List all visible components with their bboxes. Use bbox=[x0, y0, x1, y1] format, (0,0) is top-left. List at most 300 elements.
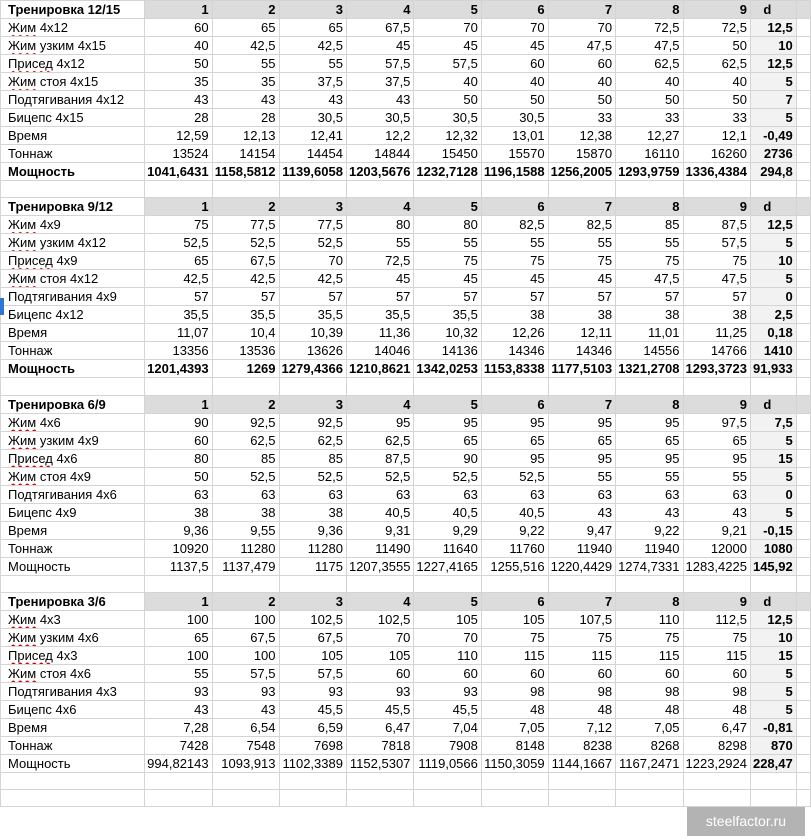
value-cell[interactable]: 67,5 bbox=[212, 628, 279, 646]
value-cell[interactable]: 93 bbox=[212, 682, 279, 700]
value-cell[interactable]: 28 bbox=[145, 109, 212, 127]
value-cell[interactable]: 55 bbox=[683, 467, 750, 485]
value-cell[interactable]: 50 bbox=[616, 91, 683, 109]
value-cell[interactable]: 57 bbox=[279, 288, 346, 306]
section-title[interactable]: Тренировка 6/9 bbox=[1, 395, 145, 413]
value-cell[interactable]: 47,5 bbox=[616, 270, 683, 288]
cell-empty[interactable] bbox=[548, 790, 615, 807]
value-cell[interactable]: 30,5 bbox=[279, 109, 346, 127]
value-cell[interactable]: 14766 bbox=[683, 342, 750, 360]
value-cell[interactable]: 1256,2005 bbox=[548, 163, 615, 181]
delta-cell[interactable]: 0 bbox=[750, 485, 796, 503]
delta-cell[interactable]: 5 bbox=[750, 270, 796, 288]
value-cell[interactable]: 52,5 bbox=[279, 467, 346, 485]
value-cell[interactable]: 42,5 bbox=[212, 270, 279, 288]
value-cell[interactable]: 38 bbox=[212, 503, 279, 521]
value-cell[interactable]: 12,59 bbox=[145, 127, 212, 145]
value-cell[interactable]: 1232,7128 bbox=[414, 163, 481, 181]
value-cell[interactable]: 8148 bbox=[481, 736, 548, 754]
value-cell[interactable]: 35,5 bbox=[212, 306, 279, 324]
value-cell[interactable]: 9,36 bbox=[279, 521, 346, 539]
value-cell[interactable]: 100 bbox=[145, 646, 212, 664]
cell-empty[interactable] bbox=[212, 790, 279, 807]
cell-empty[interactable] bbox=[796, 431, 810, 449]
cell-empty[interactable] bbox=[796, 91, 810, 109]
value-cell[interactable]: 57,5 bbox=[279, 664, 346, 682]
value-cell[interactable]: 57,5 bbox=[346, 55, 413, 73]
cell-empty[interactable] bbox=[1, 181, 145, 198]
value-cell[interactable]: 102,5 bbox=[279, 610, 346, 628]
row-label[interactable]: Мощность bbox=[1, 754, 145, 772]
value-cell[interactable]: 63 bbox=[548, 485, 615, 503]
value-cell[interactable]: 40 bbox=[414, 73, 481, 91]
value-cell[interactable]: 7698 bbox=[279, 736, 346, 754]
value-cell[interactable]: 50 bbox=[548, 91, 615, 109]
value-cell[interactable]: 105 bbox=[279, 646, 346, 664]
value-cell[interactable]: 92,5 bbox=[212, 413, 279, 431]
value-cell[interactable]: 1210,8621 bbox=[346, 360, 413, 378]
value-cell[interactable]: 1207,3555 bbox=[346, 557, 413, 575]
row-label[interactable]: Мощность bbox=[1, 360, 145, 378]
cell-empty[interactable] bbox=[796, 413, 810, 431]
value-cell[interactable]: 11640 bbox=[414, 539, 481, 557]
value-cell[interactable]: 57 bbox=[346, 288, 413, 306]
row-label[interactable]: Тоннаж bbox=[1, 539, 145, 557]
value-cell[interactable]: 1093,913 bbox=[212, 754, 279, 772]
cell-empty[interactable] bbox=[279, 575, 346, 592]
column-header-delta[interactable]: d bbox=[750, 198, 796, 216]
delta-cell[interactable]: 12,5 bbox=[750, 216, 796, 234]
value-cell[interactable]: 57 bbox=[414, 288, 481, 306]
value-cell[interactable]: 14556 bbox=[616, 342, 683, 360]
value-cell[interactable]: 48 bbox=[616, 700, 683, 718]
value-cell[interactable]: 93 bbox=[145, 682, 212, 700]
value-cell[interactable]: 48 bbox=[481, 700, 548, 718]
cell-empty[interactable] bbox=[796, 521, 810, 539]
column-header-session[interactable]: 9 bbox=[683, 395, 750, 413]
row-label[interactable]: Жим 4x6 bbox=[1, 413, 145, 431]
cell-empty[interactable] bbox=[796, 109, 810, 127]
value-cell[interactable]: 43 bbox=[145, 91, 212, 109]
column-header-session[interactable]: 9 bbox=[683, 592, 750, 610]
cell-empty[interactable] bbox=[279, 772, 346, 789]
column-header-session[interactable]: 1 bbox=[145, 395, 212, 413]
cell-empty[interactable] bbox=[414, 772, 481, 789]
value-cell[interactable]: 12,11 bbox=[548, 324, 615, 342]
column-header-delta[interactable]: d bbox=[750, 592, 796, 610]
delta-cell[interactable]: 228,47 bbox=[750, 754, 796, 772]
value-cell[interactable]: 35,5 bbox=[346, 306, 413, 324]
row-label[interactable]: Жим 4x3 bbox=[1, 610, 145, 628]
cell-empty[interactable] bbox=[212, 181, 279, 198]
cell-empty[interactable] bbox=[1, 772, 145, 789]
delta-cell[interactable]: 0 bbox=[750, 288, 796, 306]
value-cell[interactable]: 30,5 bbox=[481, 109, 548, 127]
cell-empty[interactable] bbox=[796, 700, 810, 718]
value-cell[interactable]: 43 bbox=[548, 503, 615, 521]
value-cell[interactable]: 15450 bbox=[414, 145, 481, 163]
value-cell[interactable]: 47,5 bbox=[616, 37, 683, 55]
value-cell[interactable]: 40 bbox=[683, 73, 750, 91]
value-cell[interactable]: 102,5 bbox=[346, 610, 413, 628]
value-cell[interactable]: 16110 bbox=[616, 145, 683, 163]
column-header-delta[interactable]: d bbox=[750, 1, 796, 19]
value-cell[interactable]: 67,5 bbox=[346, 19, 413, 37]
value-cell[interactable]: 60 bbox=[145, 19, 212, 37]
value-cell[interactable]: 65 bbox=[279, 19, 346, 37]
cell-empty[interactable] bbox=[796, 682, 810, 700]
delta-cell[interactable]: 294,8 bbox=[750, 163, 796, 181]
cell-empty[interactable] bbox=[145, 181, 212, 198]
cell-empty[interactable] bbox=[683, 378, 750, 395]
value-cell[interactable]: 55 bbox=[548, 467, 615, 485]
column-header-session[interactable]: 5 bbox=[414, 1, 481, 19]
column-header-session[interactable]: 4 bbox=[346, 592, 413, 610]
value-cell[interactable]: 97,5 bbox=[683, 413, 750, 431]
value-cell[interactable]: 57 bbox=[616, 288, 683, 306]
delta-cell[interactable]: 5 bbox=[750, 73, 796, 91]
value-cell[interactable]: 9,55 bbox=[212, 521, 279, 539]
value-cell[interactable]: 6,59 bbox=[279, 718, 346, 736]
cell-empty[interactable] bbox=[796, 503, 810, 521]
delta-cell[interactable]: -0,49 bbox=[750, 127, 796, 145]
cell-empty[interactable] bbox=[796, 216, 810, 234]
row-label[interactable]: Время bbox=[1, 718, 145, 736]
delta-cell[interactable]: 2,5 bbox=[750, 306, 796, 324]
value-cell[interactable]: 50 bbox=[683, 91, 750, 109]
delta-cell[interactable]: 5 bbox=[750, 700, 796, 718]
value-cell[interactable]: 62,5 bbox=[212, 431, 279, 449]
value-cell[interactable]: 1041,6431 bbox=[145, 163, 212, 181]
row-label[interactable]: Мощность bbox=[1, 163, 145, 181]
value-cell[interactable]: 87,5 bbox=[346, 449, 413, 467]
cell-empty[interactable] bbox=[796, 288, 810, 306]
value-cell[interactable]: 57,5 bbox=[414, 55, 481, 73]
value-cell[interactable]: 98 bbox=[481, 682, 548, 700]
row-label[interactable]: Присед 4x9 bbox=[1, 252, 145, 270]
value-cell[interactable]: 14154 bbox=[212, 145, 279, 163]
value-cell[interactable]: 75 bbox=[683, 252, 750, 270]
column-header-session[interactable]: 4 bbox=[346, 395, 413, 413]
value-cell[interactable]: 57 bbox=[481, 288, 548, 306]
value-cell[interactable]: 52,5 bbox=[212, 467, 279, 485]
value-cell[interactable]: 42,5 bbox=[279, 37, 346, 55]
delta-cell[interactable]: 10 bbox=[750, 252, 796, 270]
value-cell[interactable]: 55 bbox=[414, 234, 481, 252]
value-cell[interactable]: 12,27 bbox=[616, 127, 683, 145]
value-cell[interactable]: 8238 bbox=[548, 736, 615, 754]
cell-empty[interactable] bbox=[796, 646, 810, 664]
delta-cell[interactable]: 5 bbox=[750, 503, 796, 521]
value-cell[interactable]: 95 bbox=[548, 449, 615, 467]
value-cell[interactable]: 9,29 bbox=[414, 521, 481, 539]
row-label[interactable]: Бицепс 4x6 bbox=[1, 700, 145, 718]
value-cell[interactable]: 14346 bbox=[548, 342, 615, 360]
value-cell[interactable]: 80 bbox=[346, 216, 413, 234]
value-cell[interactable]: 70 bbox=[548, 19, 615, 37]
value-cell[interactable]: 95 bbox=[683, 449, 750, 467]
value-cell[interactable]: 75 bbox=[616, 628, 683, 646]
value-cell[interactable]: 1342,0253 bbox=[414, 360, 481, 378]
cell-empty[interactable] bbox=[796, 270, 810, 288]
value-cell[interactable]: 15870 bbox=[548, 145, 615, 163]
value-cell[interactable]: 100 bbox=[212, 610, 279, 628]
cell-empty[interactable] bbox=[796, 1, 810, 19]
cell-empty[interactable] bbox=[796, 485, 810, 503]
value-cell[interactable]: 1223,2924 bbox=[683, 754, 750, 772]
column-header-session[interactable]: 8 bbox=[616, 395, 683, 413]
value-cell[interactable]: 55 bbox=[279, 55, 346, 73]
value-cell[interactable]: 72,5 bbox=[616, 19, 683, 37]
delta-cell[interactable]: 12,5 bbox=[750, 610, 796, 628]
value-cell[interactable]: 48 bbox=[548, 700, 615, 718]
value-cell[interactable]: 9,47 bbox=[548, 521, 615, 539]
cell-empty[interactable] bbox=[279, 378, 346, 395]
value-cell[interactable]: 95 bbox=[548, 413, 615, 431]
value-cell[interactable]: 60 bbox=[346, 664, 413, 682]
column-header-session[interactable]: 3 bbox=[279, 1, 346, 19]
value-cell[interactable]: 115 bbox=[616, 646, 683, 664]
value-cell[interactable]: 12,13 bbox=[212, 127, 279, 145]
cell-empty[interactable] bbox=[683, 181, 750, 198]
column-header-session[interactable]: 6 bbox=[481, 198, 548, 216]
cell-empty[interactable] bbox=[145, 575, 212, 592]
value-cell[interactable]: 62,5 bbox=[616, 55, 683, 73]
cell-empty[interactable] bbox=[616, 378, 683, 395]
value-cell[interactable]: 38 bbox=[616, 306, 683, 324]
row-label[interactable]: Бицепс 4x12 bbox=[1, 306, 145, 324]
value-cell[interactable]: 7,12 bbox=[548, 718, 615, 736]
value-cell[interactable]: 100 bbox=[212, 646, 279, 664]
value-cell[interactable]: 7,05 bbox=[616, 718, 683, 736]
row-label[interactable]: Жим 4x12 bbox=[1, 19, 145, 37]
column-header-session[interactable]: 2 bbox=[212, 395, 279, 413]
value-cell[interactable]: 52,5 bbox=[346, 467, 413, 485]
delta-cell[interactable]: -0,81 bbox=[750, 718, 796, 736]
value-cell[interactable]: 28 bbox=[212, 109, 279, 127]
value-cell[interactable]: 82,5 bbox=[481, 216, 548, 234]
cell-empty[interactable] bbox=[414, 575, 481, 592]
cell-empty[interactable] bbox=[796, 772, 810, 789]
value-cell[interactable]: 1274,7331 bbox=[616, 557, 683, 575]
value-cell[interactable]: 63 bbox=[212, 485, 279, 503]
row-label[interactable]: Жим стоя 4x9 bbox=[1, 467, 145, 485]
cell-empty[interactable] bbox=[414, 378, 481, 395]
value-cell[interactable]: 63 bbox=[346, 485, 413, 503]
value-cell[interactable]: 95 bbox=[616, 413, 683, 431]
value-cell[interactable]: 35,5 bbox=[145, 306, 212, 324]
value-cell[interactable]: 14454 bbox=[279, 145, 346, 163]
cell-empty[interactable] bbox=[796, 790, 810, 807]
column-header-session[interactable]: 1 bbox=[145, 592, 212, 610]
column-header-session[interactable]: 6 bbox=[481, 1, 548, 19]
value-cell[interactable]: 1293,3723 bbox=[683, 360, 750, 378]
value-cell[interactable]: 37,5 bbox=[346, 73, 413, 91]
cell-empty[interactable] bbox=[796, 55, 810, 73]
row-label[interactable]: Бицепс 4x15 bbox=[1, 109, 145, 127]
value-cell[interactable]: 67,5 bbox=[279, 628, 346, 646]
value-cell[interactable]: 105 bbox=[481, 610, 548, 628]
cell-empty[interactable] bbox=[616, 181, 683, 198]
row-label[interactable]: Тоннаж bbox=[1, 736, 145, 754]
row-label[interactable]: Время bbox=[1, 324, 145, 342]
column-header-session[interactable]: 7 bbox=[548, 198, 615, 216]
column-header-session[interactable]: 7 bbox=[548, 1, 615, 19]
cell-empty[interactable] bbox=[796, 539, 810, 557]
value-cell[interactable]: 7,28 bbox=[145, 718, 212, 736]
cell-empty[interactable] bbox=[145, 790, 212, 807]
cell-empty[interactable] bbox=[796, 557, 810, 575]
row-label[interactable]: Присед 4x12 bbox=[1, 55, 145, 73]
value-cell[interactable]: 42,5 bbox=[212, 37, 279, 55]
value-cell[interactable]: 42,5 bbox=[279, 270, 346, 288]
cell-empty[interactable] bbox=[796, 181, 810, 198]
value-cell[interactable]: 1255,516 bbox=[481, 557, 548, 575]
value-cell[interactable]: 95 bbox=[616, 449, 683, 467]
value-cell[interactable]: 37,5 bbox=[279, 73, 346, 91]
delta-cell[interactable]: 10 bbox=[750, 37, 796, 55]
column-header-session[interactable]: 9 bbox=[683, 198, 750, 216]
value-cell[interactable]: 40 bbox=[145, 37, 212, 55]
row-label[interactable]: Тоннаж bbox=[1, 145, 145, 163]
value-cell[interactable]: 57 bbox=[212, 288, 279, 306]
column-header-session[interactable]: 4 bbox=[346, 198, 413, 216]
value-cell[interactable]: 52,5 bbox=[212, 234, 279, 252]
cell-empty[interactable] bbox=[796, 628, 810, 646]
value-cell[interactable]: 98 bbox=[683, 682, 750, 700]
value-cell[interactable]: 42,5 bbox=[145, 270, 212, 288]
value-cell[interactable]: 14346 bbox=[481, 342, 548, 360]
cell-empty[interactable] bbox=[481, 790, 548, 807]
value-cell[interactable]: 50 bbox=[145, 55, 212, 73]
value-cell[interactable]: 62,5 bbox=[279, 431, 346, 449]
value-cell[interactable]: 95 bbox=[481, 449, 548, 467]
value-cell[interactable]: 1158,5812 bbox=[212, 163, 279, 181]
value-cell[interactable]: 55 bbox=[212, 55, 279, 73]
column-header-session[interactable]: 2 bbox=[212, 592, 279, 610]
value-cell[interactable]: 9,22 bbox=[481, 521, 548, 539]
value-cell[interactable]: 7818 bbox=[346, 736, 413, 754]
value-cell[interactable]: 1220,4429 bbox=[548, 557, 615, 575]
value-cell[interactable]: 52,5 bbox=[145, 234, 212, 252]
value-cell[interactable]: 13,01 bbox=[481, 127, 548, 145]
row-label[interactable]: Бицепс 4x9 bbox=[1, 503, 145, 521]
value-cell[interactable]: 107,5 bbox=[548, 610, 615, 628]
value-cell[interactable]: 47,5 bbox=[683, 270, 750, 288]
cell-empty[interactable] bbox=[145, 772, 212, 789]
value-cell[interactable]: 33 bbox=[683, 109, 750, 127]
value-cell[interactable]: 85 bbox=[616, 216, 683, 234]
row-label[interactable]: Время bbox=[1, 127, 145, 145]
cell-empty[interactable] bbox=[481, 575, 548, 592]
value-cell[interactable]: 115 bbox=[683, 646, 750, 664]
value-cell[interactable]: 98 bbox=[616, 682, 683, 700]
value-cell[interactable]: 90 bbox=[414, 449, 481, 467]
cell-empty[interactable] bbox=[750, 772, 796, 789]
delta-cell[interactable]: 15 bbox=[750, 646, 796, 664]
cell-empty[interactable] bbox=[145, 378, 212, 395]
value-cell[interactable]: 38 bbox=[145, 503, 212, 521]
value-cell[interactable]: 38 bbox=[683, 306, 750, 324]
cell-empty[interactable] bbox=[414, 181, 481, 198]
value-cell[interactable]: 13356 bbox=[145, 342, 212, 360]
value-cell[interactable]: 1336,4384 bbox=[683, 163, 750, 181]
value-cell[interactable]: 52,5 bbox=[414, 467, 481, 485]
column-header-session[interactable]: 8 bbox=[616, 198, 683, 216]
value-cell[interactable]: 90 bbox=[145, 413, 212, 431]
value-cell[interactable]: 11,25 bbox=[683, 324, 750, 342]
row-label[interactable]: Тоннаж bbox=[1, 342, 145, 360]
value-cell[interactable]: 60 bbox=[145, 431, 212, 449]
value-cell[interactable]: 100 bbox=[145, 610, 212, 628]
row-label[interactable]: Жим стоя 4x12 bbox=[1, 270, 145, 288]
delta-cell[interactable]: 145,92 bbox=[750, 557, 796, 575]
value-cell[interactable]: 60 bbox=[481, 55, 548, 73]
value-cell[interactable]: 43 bbox=[683, 503, 750, 521]
cell-empty[interactable] bbox=[750, 378, 796, 395]
delta-cell[interactable]: 91,933 bbox=[750, 360, 796, 378]
delta-cell[interactable]: 5 bbox=[750, 234, 796, 252]
value-cell[interactable]: 60 bbox=[548, 664, 615, 682]
cell-empty[interactable] bbox=[346, 772, 413, 789]
section-title[interactable]: Тренировка 9/12 bbox=[1, 198, 145, 216]
cell-empty[interactable] bbox=[750, 790, 796, 807]
value-cell[interactable]: 60 bbox=[616, 664, 683, 682]
value-cell[interactable]: 45 bbox=[346, 270, 413, 288]
cell-empty[interactable] bbox=[796, 306, 810, 324]
value-cell[interactable]: 87,5 bbox=[683, 216, 750, 234]
value-cell[interactable]: 1201,4393 bbox=[145, 360, 212, 378]
value-cell[interactable]: 105 bbox=[346, 646, 413, 664]
cell-empty[interactable] bbox=[548, 181, 615, 198]
value-cell[interactable]: 9,21 bbox=[683, 521, 750, 539]
value-cell[interactable]: 105 bbox=[414, 610, 481, 628]
value-cell[interactable]: 35,5 bbox=[279, 306, 346, 324]
value-cell[interactable]: 67,5 bbox=[212, 252, 279, 270]
value-cell[interactable]: 11940 bbox=[616, 539, 683, 557]
cell-empty[interactable] bbox=[750, 181, 796, 198]
value-cell[interactable]: 95 bbox=[346, 413, 413, 431]
value-cell[interactable]: 75 bbox=[414, 252, 481, 270]
value-cell[interactable]: 75 bbox=[548, 252, 615, 270]
value-cell[interactable]: 45,5 bbox=[279, 700, 346, 718]
value-cell[interactable]: 40,5 bbox=[346, 503, 413, 521]
delta-cell[interactable]: 5 bbox=[750, 431, 796, 449]
value-cell[interactable]: 1203,5676 bbox=[346, 163, 413, 181]
value-cell[interactable]: 43 bbox=[212, 700, 279, 718]
value-cell[interactable]: 6,54 bbox=[212, 718, 279, 736]
cell-empty[interactable] bbox=[796, 610, 810, 628]
value-cell[interactable]: 7908 bbox=[414, 736, 481, 754]
cell-empty[interactable] bbox=[796, 360, 810, 378]
value-cell[interactable]: 30,5 bbox=[414, 109, 481, 127]
value-cell[interactable]: 13536 bbox=[212, 342, 279, 360]
row-label[interactable]: Подтягивания 4x9 bbox=[1, 288, 145, 306]
cell-empty[interactable] bbox=[796, 198, 810, 216]
value-cell[interactable]: 35 bbox=[212, 73, 279, 91]
column-header-session[interactable]: 5 bbox=[414, 198, 481, 216]
value-cell[interactable]: 93 bbox=[279, 682, 346, 700]
delta-cell[interactable]: 1410 bbox=[750, 342, 796, 360]
cell-empty[interactable] bbox=[796, 449, 810, 467]
cell-empty[interactable] bbox=[750, 575, 796, 592]
value-cell[interactable]: 11,07 bbox=[145, 324, 212, 342]
value-cell[interactable]: 43 bbox=[212, 91, 279, 109]
value-cell[interactable]: 92,5 bbox=[279, 413, 346, 431]
row-label[interactable]: Мощность bbox=[1, 557, 145, 575]
delta-cell[interactable]: 0,18 bbox=[750, 324, 796, 342]
value-cell[interactable]: 85 bbox=[212, 449, 279, 467]
